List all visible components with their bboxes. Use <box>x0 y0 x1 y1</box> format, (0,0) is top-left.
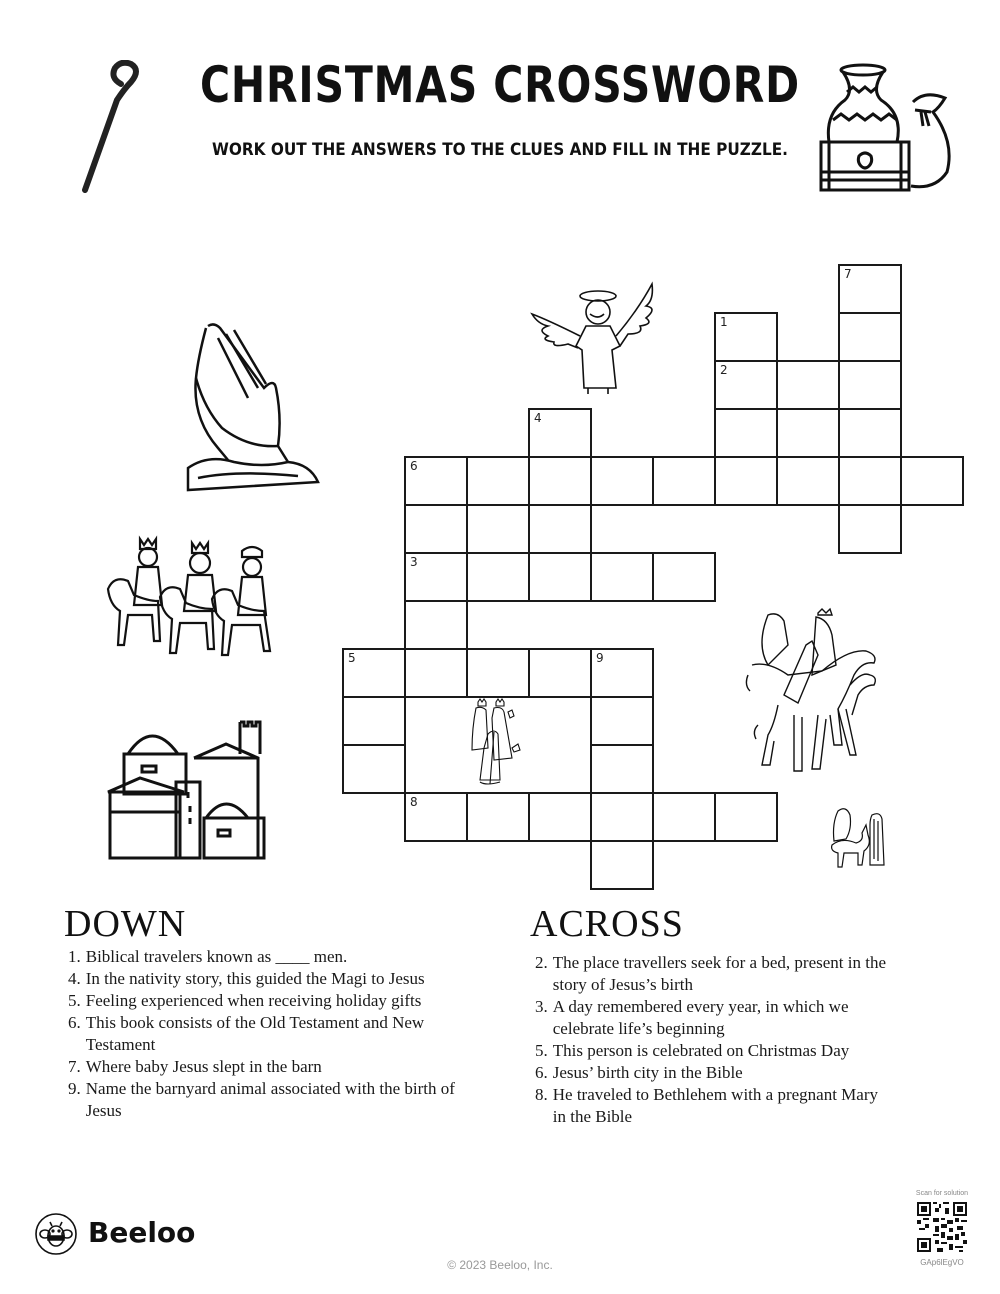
clue-number: 8 <box>410 795 418 809</box>
crossword-cell[interactable] <box>776 456 840 506</box>
crossword-cell[interactable] <box>590 696 654 746</box>
crossword-cell[interactable] <box>714 792 778 842</box>
crossword-cell[interactable] <box>838 312 902 362</box>
down-clue: 1. Biblical travelers known as ____ men. <box>68 947 348 966</box>
down-clue: 6. This book consists of the Old Testament and New Testament <box>68 1013 425 1054</box>
crossword-cell[interactable] <box>528 648 592 698</box>
crossword-cell[interactable] <box>528 456 592 506</box>
crossword-cell[interactable] <box>838 456 902 506</box>
down-clue-list <box>68 946 468 1122</box>
crossword-cell[interactable] <box>838 408 902 458</box>
crossword-cell[interactable] <box>342 744 406 794</box>
crossword-cell[interactable] <box>776 408 840 458</box>
crossword-cell[interactable] <box>466 792 530 842</box>
crossword-cell[interactable] <box>838 360 902 410</box>
crossword-cell[interactable] <box>590 456 654 506</box>
crossword-cell[interactable] <box>652 552 716 602</box>
down-clue: 9. Name the barnyard animal associated with the birth of Jesus <box>68 1079 455 1120</box>
crossword-cell-numbered[interactable] <box>342 648 406 698</box>
crossword-cell-numbered[interactable] <box>528 408 592 458</box>
crossword-cell[interactable] <box>466 552 530 602</box>
clue-number: 9 <box>596 651 604 665</box>
brand-name: Beeloo <box>88 1216 196 1249</box>
crossword-cell-numbered[interactable] <box>714 360 778 410</box>
crossword-cell[interactable] <box>900 456 964 506</box>
crossword-cell-numbered[interactable] <box>714 312 778 362</box>
crossword-cell[interactable] <box>466 456 530 506</box>
across-clue: 5. This person is celebrated on Christmas Day <box>535 1041 850 1060</box>
beeloo-bee-logo-icon <box>34 1212 78 1256</box>
page-instructions: WORK OUT THE ANSWERS TO THE CLUES AND FILL IN THE PUZZLE. <box>212 140 788 160</box>
clue-number: 3 <box>410 555 418 569</box>
down-clue: 7. Where baby Jesus slept in the barn <box>68 1057 322 1076</box>
crossword-cell[interactable] <box>528 552 592 602</box>
clue-number: 5 <box>348 651 356 665</box>
clue-number: 6 <box>410 459 418 473</box>
crossword-cell-numbered[interactable] <box>838 264 902 314</box>
qr-caption: Scan for solution <box>915 1190 969 1197</box>
crossword-cell[interactable] <box>466 648 530 698</box>
crossword-cell[interactable] <box>652 792 716 842</box>
crossword-cell[interactable] <box>404 648 468 698</box>
crossword-cell[interactable] <box>652 456 716 506</box>
across-clue: 8. He traveled to Bethlehem with a pregnant Mary in the Bible <box>535 1085 878 1126</box>
crossword-cell-numbered[interactable] <box>404 552 468 602</box>
crossword-cell[interactable] <box>714 408 778 458</box>
three-wise-men-icon <box>468 698 528 788</box>
clue-number: 7 <box>844 267 852 281</box>
crossword-cell-numbered[interactable] <box>590 648 654 698</box>
page-title: CHRISTMAS CROSSWORD <box>199 56 801 114</box>
crossword-cell-numbered[interactable] <box>404 456 468 506</box>
across-clue: 3. A day remembered every year, in which we celebrate life’s beginning <box>535 997 849 1038</box>
crossword-cell[interactable] <box>776 360 840 410</box>
clue-number: 2 <box>720 363 728 377</box>
crossword-cell[interactable] <box>404 504 468 554</box>
down-clue: 5. Feeling experienced when receiving holiday gifts <box>68 991 422 1010</box>
crossword-cell[interactable] <box>590 792 654 842</box>
across-clue: 6. Jesus’ birth city in the Bible <box>535 1063 743 1082</box>
across-clue-list <box>535 952 895 1128</box>
across-heading: ACROSS <box>530 903 684 945</box>
crossword-cell[interactable] <box>714 456 778 506</box>
crossword-cell[interactable] <box>590 552 654 602</box>
crossword-cell[interactable] <box>838 504 902 554</box>
crossword-cell[interactable] <box>342 696 406 746</box>
clue-number: 4 <box>534 411 542 425</box>
crossword-cell[interactable] <box>528 504 592 554</box>
crossword-cell[interactable] <box>528 792 592 842</box>
crossword-cell[interactable] <box>590 744 654 794</box>
down-clue: 4. In the nativity story, this guided the Magi to Jesus <box>68 969 425 988</box>
qr-code[interactable] <box>917 1202 967 1252</box>
crossword-cell[interactable] <box>590 840 654 890</box>
copyright: © 2023 Beeloo, Inc. <box>447 1258 553 1272</box>
qr-code-id: GAp6lEgVO <box>920 1258 964 1267</box>
clue-number: 1 <box>720 315 728 329</box>
down-heading: DOWN <box>64 903 187 945</box>
crossword-cell[interactable] <box>404 600 468 650</box>
crossword-cell-numbered[interactable] <box>404 792 468 842</box>
crossword-cell[interactable] <box>466 504 530 554</box>
across-clue: 2. The place travellers seek for a bed, present in the story of Jesus’s birth <box>535 953 886 994</box>
